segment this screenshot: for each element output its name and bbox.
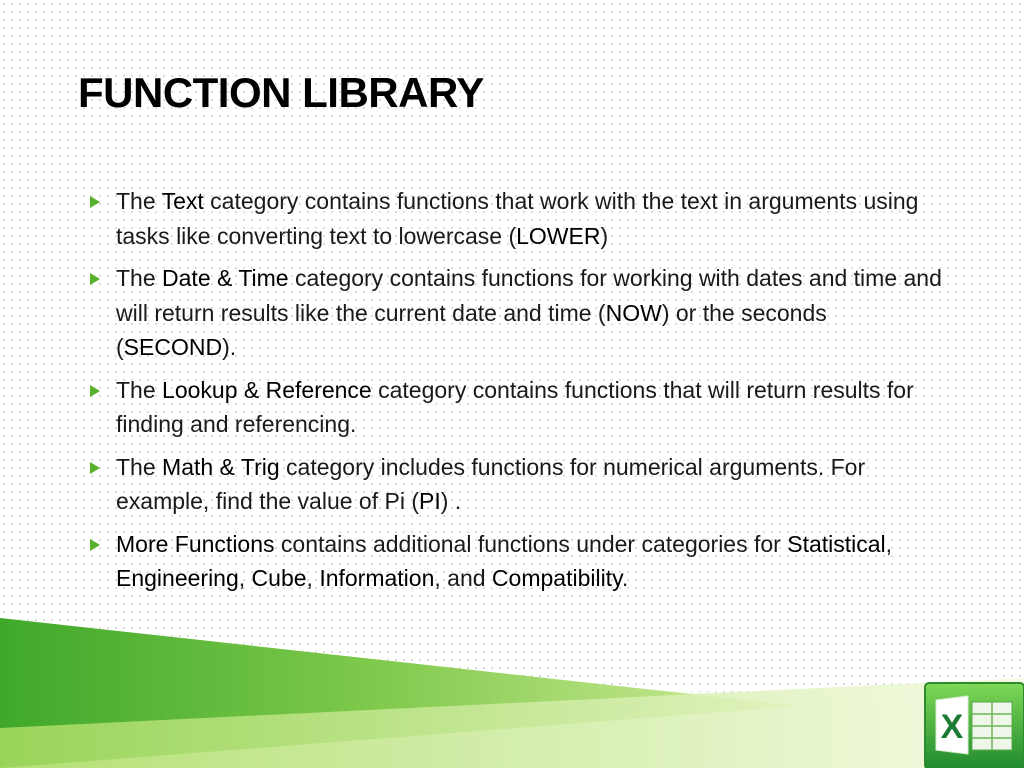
green-wave-decoration bbox=[0, 608, 1024, 768]
triangle-right-icon bbox=[90, 385, 100, 397]
slide-title: FUNCTION LIBRARY bbox=[78, 69, 484, 116]
body-text: ) bbox=[600, 222, 609, 249]
keyword-text: Cube bbox=[251, 565, 307, 591]
bullet-item bbox=[88, 527, 948, 596]
keyword-text: Information bbox=[319, 565, 435, 591]
body-text: , bbox=[238, 565, 252, 591]
keyword-text: Math & Trig bbox=[162, 453, 280, 480]
triangle-right-icon bbox=[90, 462, 100, 474]
body-text: category contains functions for working with dates and time and will return results like the current date and time ( bbox=[116, 265, 942, 326]
keyword-text: Text bbox=[161, 188, 204, 214]
keyword-text: SECOND bbox=[123, 334, 223, 360]
body-text: , and bbox=[434, 565, 492, 591]
keyword-text: NOW bbox=[605, 299, 662, 326]
body-text: ) . bbox=[440, 488, 462, 514]
keyword-text: Lookup & Reference bbox=[162, 376, 372, 403]
excel-logo-letter: X bbox=[940, 708, 964, 746]
bullet-item bbox=[88, 261, 948, 365]
body-text: , bbox=[306, 565, 320, 591]
triangle-right-icon bbox=[90, 539, 100, 551]
body-text: The bbox=[116, 376, 163, 403]
body-text: category contains functions that will return results for finding and referencing. bbox=[116, 376, 914, 437]
bullet-list bbox=[88, 184, 948, 604]
bullet-item bbox=[88, 450, 948, 519]
bullet-item bbox=[88, 184, 948, 253]
body-text: ) or the seconds ( bbox=[116, 299, 827, 360]
keyword-text: Statistical bbox=[787, 530, 886, 557]
triangle-right-icon bbox=[90, 196, 100, 208]
keyword-text: Engineering bbox=[116, 565, 239, 591]
body-text: The bbox=[116, 265, 163, 291]
triangle-right-icon bbox=[90, 273, 100, 285]
body-text: The bbox=[116, 188, 162, 214]
body-text: The bbox=[116, 453, 163, 480]
excel-logo-icon bbox=[924, 682, 1024, 768]
keyword-text: Date & Time bbox=[162, 265, 289, 291]
body-text: ). bbox=[222, 334, 237, 360]
body-text: category contains functions that work with the text in arguments using tasks like converting text to lowercase ( bbox=[116, 188, 919, 249]
body-text: contains additional functions under categories for bbox=[274, 530, 788, 557]
keyword-text: More Functions bbox=[116, 530, 275, 557]
body-text: category includes functions for numerical arguments. For example, find the value of Pi ( bbox=[116, 453, 866, 514]
keyword-text: Compatibility bbox=[491, 565, 622, 591]
keyword-text: PI bbox=[419, 488, 441, 514]
body-text: . bbox=[621, 565, 629, 591]
keyword-text: LOWER bbox=[516, 222, 601, 249]
bullet-item bbox=[88, 373, 948, 442]
body-text: , bbox=[885, 530, 893, 557]
